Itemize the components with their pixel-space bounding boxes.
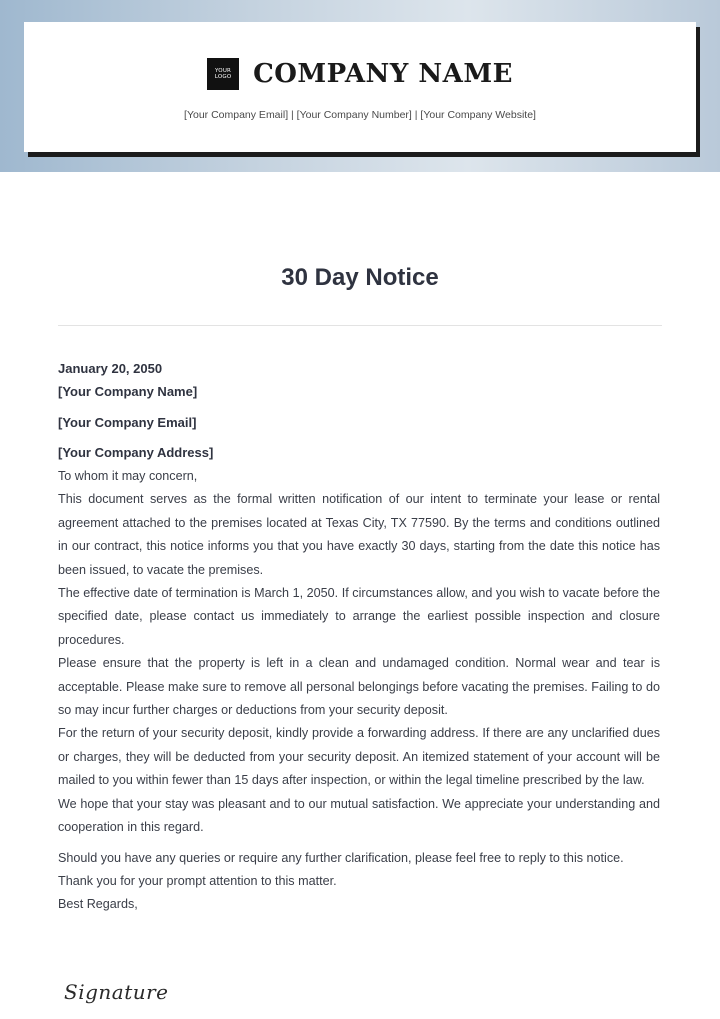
- document-title: 30 Day Notice: [281, 264, 439, 291]
- contact-line: [Your Company Email] | [Your Company Number] | [Your Company Website]: [184, 109, 536, 121]
- company-address-placeholder: [Your Company Address]: [58, 445, 214, 460]
- paragraph: For the return of your security deposit, kindly provide a forwarding address. If there are any unclarified dues or charges, they will be deducted from your security deposit. An itemized statement of your account will be mailed to you within fewer than 15 days after inspection, or within the legal timeline prescribed by the law.: [58, 726, 660, 788]
- brand: [24, 58, 696, 90]
- company-email-placeholder: [Your Company Email]: [58, 415, 197, 430]
- paragraph: We hope that your stay was pleasant and to our mutual satisfaction. We appreciate your understanding and cooperation in this regard.: [58, 796, 660, 835]
- notice-date: January 20, 2050: [58, 361, 163, 376]
- company-name: COMPANY NAME: [253, 59, 513, 89]
- divider: [58, 325, 662, 326]
- paragraph: Please ensure that the property is left in a clean and undamaged condition. Normal wear and tear is acceptable. Please make sure to remove all personal belongings before vacating the premises. Failing to do so may incur further charges or deductions from your security deposit.: [58, 656, 660, 718]
- paragraph: Should you have any queries or require any further clarification, please feel free to reply to this notice.: [58, 850, 624, 865]
- signature: Signature: [64, 980, 169, 1004]
- letter-body: [58, 465, 660, 917]
- company-name-placeholder: [Your Company Name]: [58, 384, 198, 399]
- salutation: To whom it may concern,: [58, 469, 198, 483]
- letterhead-card: [24, 22, 696, 152]
- closing: Best Regards,: [58, 897, 138, 912]
- company-logo: YOUR LOGO: [207, 58, 239, 90]
- paragraph: The effective date of termination is March 1, 2050. If circumstances allow, and you wish to vacate before the specified date, please contact us immediately to arrange the earliest possible inspection and closure procedures.: [58, 586, 660, 647]
- paragraph: This document serves as the formal written notification of our intent to terminate your lease or rental agreement attached to the premises located at Texas City, TX 77590. By the terms and conditions outlined in our contract, this notice informs you that you have exactly 30 days, starting from the date this notice has been issued, to vacate the premises.: [58, 492, 660, 577]
- paragraph: Thank you for your prompt attention to this matter.: [58, 873, 337, 888]
